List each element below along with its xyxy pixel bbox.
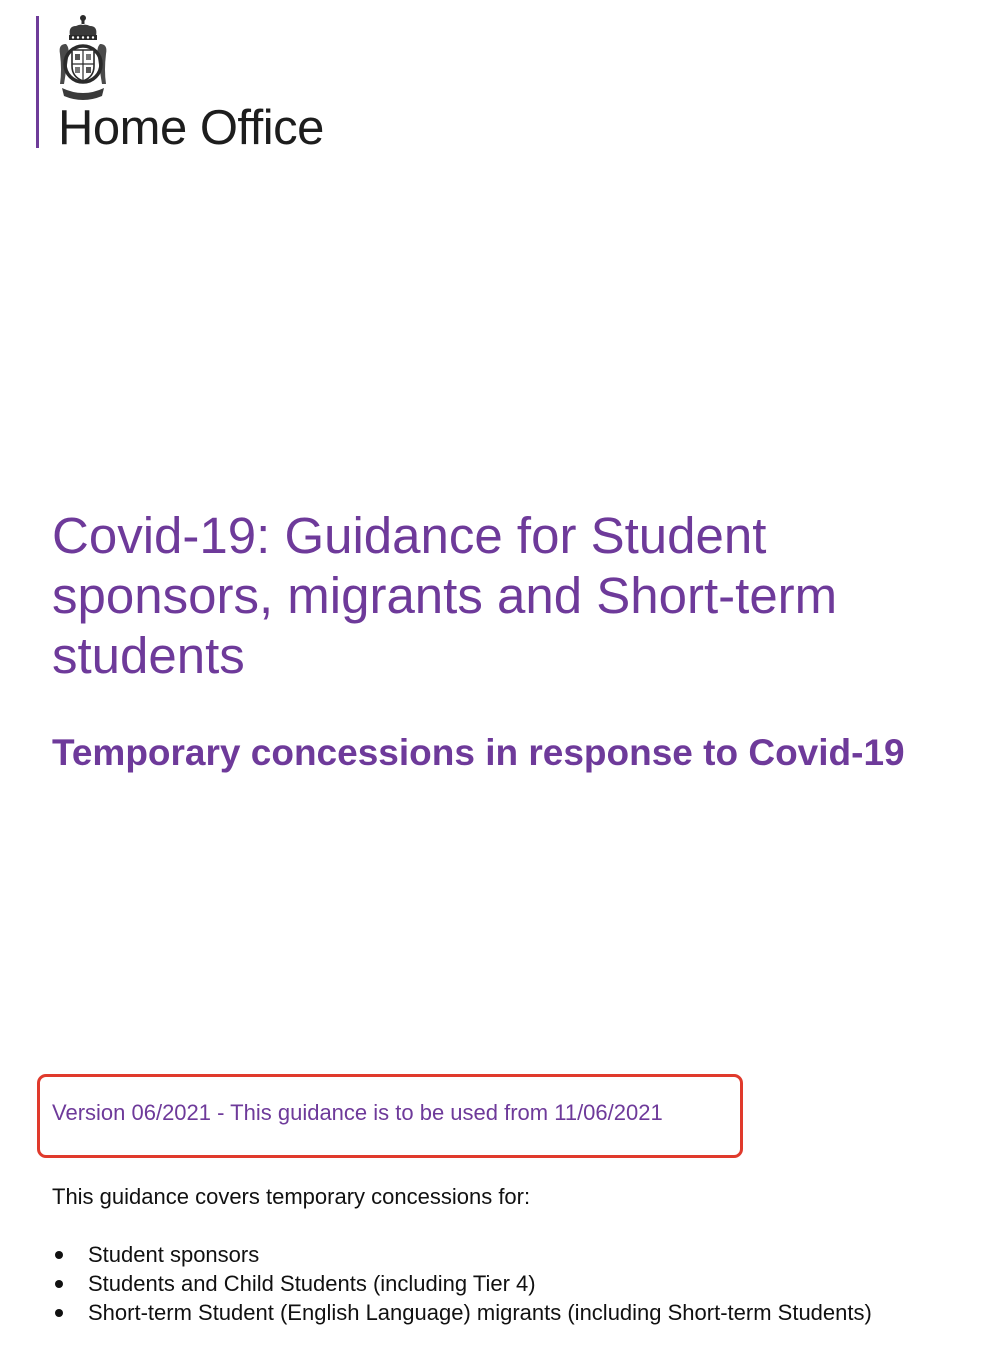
list-item — [52, 1298, 872, 1327]
bullet-icon — [55, 1251, 63, 1259]
version-text: Version 06/2021 - This guidance is to be used from 11/06/2021 — [52, 1100, 663, 1125]
brand-rule — [36, 16, 39, 148]
document-subtitle: Temporary concessions in response to Covid-19 — [52, 732, 905, 773]
list-item — [52, 1269, 872, 1298]
document-title: Covid-19: Guidance for Student sponsors, migrants and Short-term students — [52, 507, 838, 684]
list-item — [52, 1240, 872, 1269]
list-item-text: Short-term Student (English Language) migrants (including Short-term Students) — [88, 1300, 872, 1325]
bullet-icon — [55, 1280, 63, 1288]
intro-text: This guidance covers temporary concessions for: — [52, 1184, 531, 1209]
org-name: Home Office — [58, 101, 324, 155]
royal-coat-of-arms-icon — [56, 14, 110, 102]
bullet-icon — [55, 1309, 63, 1317]
concession-list — [52, 1240, 872, 1327]
list-item-text: Students and Child Students (including Tier 4) — [88, 1271, 536, 1296]
list-item-text: Student sponsors — [88, 1242, 260, 1267]
